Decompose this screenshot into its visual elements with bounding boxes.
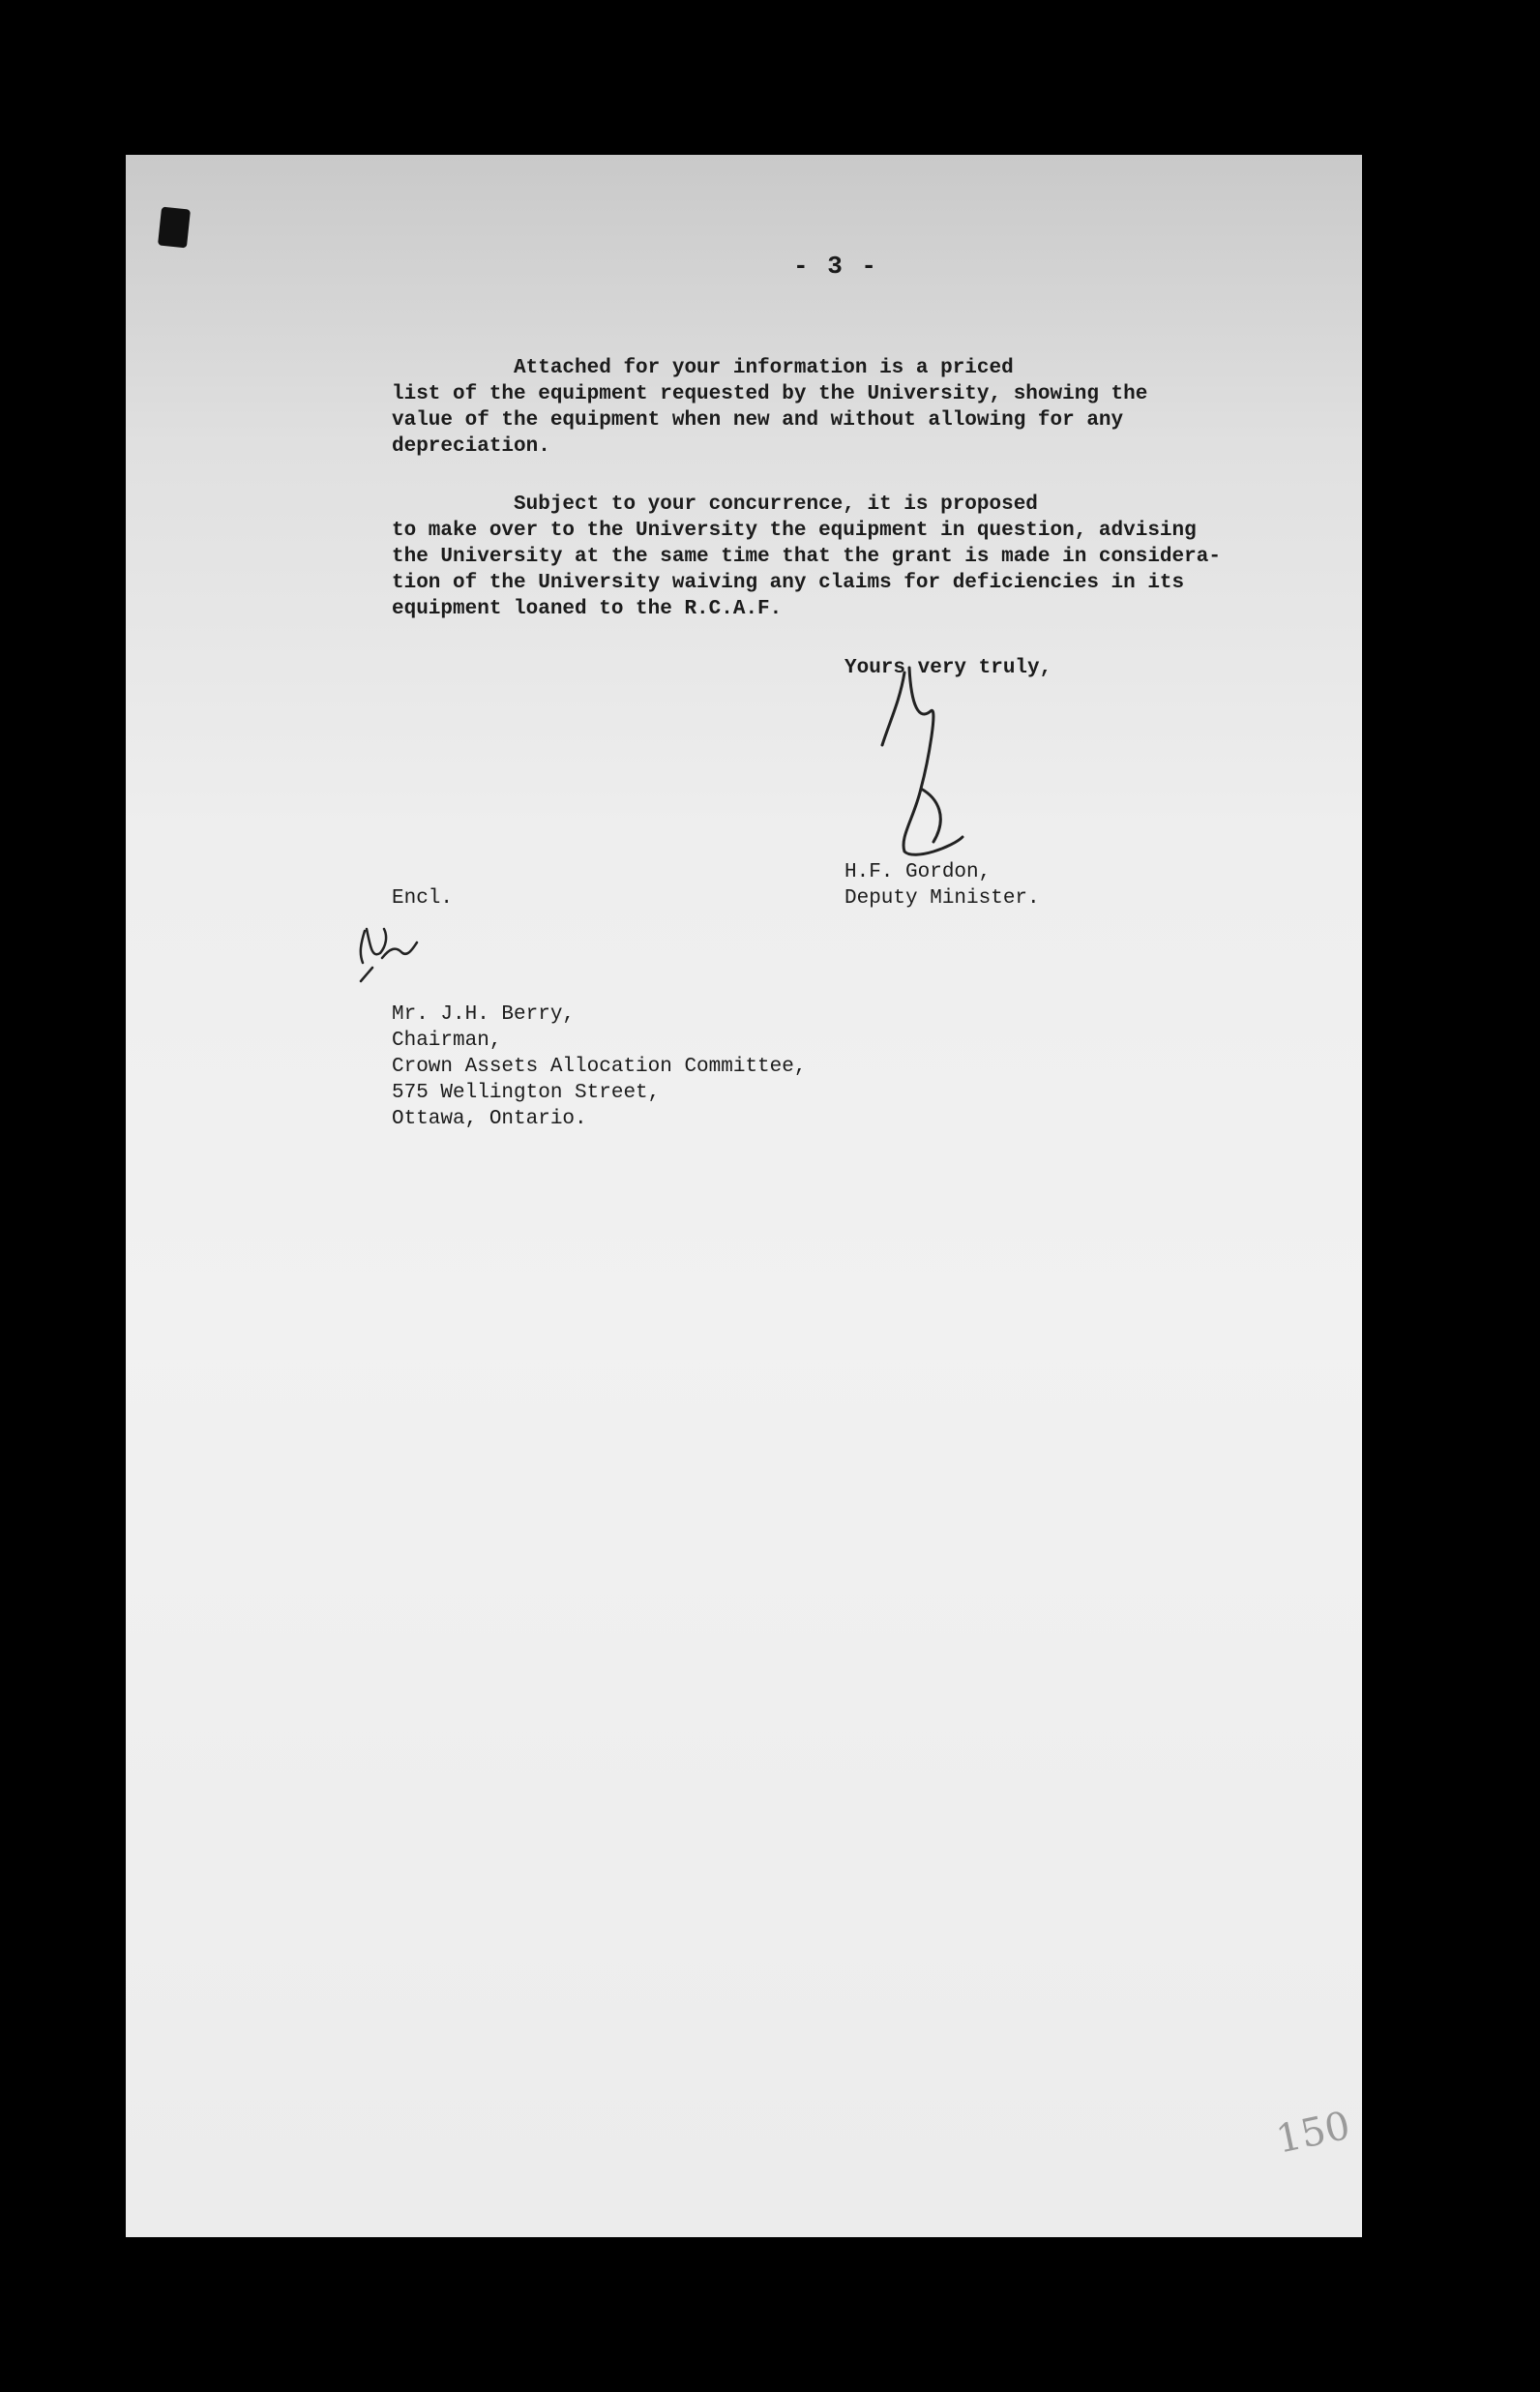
- scan-artifact-mark: [158, 207, 191, 249]
- document-page: [126, 155, 1362, 2237]
- handwritten-signature: [861, 653, 977, 885]
- page-number: - 3 -: [793, 252, 879, 281]
- handwritten-initials: [353, 919, 430, 987]
- handwritten-folio-number: [1270, 2088, 1362, 2166]
- paragraph-proposal: Subject to your concurrence, it is proposed to make over to the University the equipment in question, advising the University at the same time that the grant is made in considera- tion of the University waiving any claims for deficiencies in its equipment loaned to the R.C.A.F.: [392, 493, 1221, 620]
- closing-salutation: Yours very truly,: [844, 657, 1052, 679]
- signer-block: H.F. Gordon, Deputy Minister.: [844, 861, 1040, 910]
- enclosure-note: Encl.: [392, 887, 454, 910]
- svg-text:150: 150: [1272, 2103, 1354, 2163]
- recipient-address: Mr. J.H. Berry, Chairman, Crown Assets Allocation Committee, 575 Wellington Street, Ottawa, Ontario.: [392, 1003, 807, 1130]
- paragraph-attached-list: Attached for your information is a priced list of the equipment requested by the University, showing the value of the equipment when new and without allowing for any depreciation.: [392, 357, 1148, 458]
